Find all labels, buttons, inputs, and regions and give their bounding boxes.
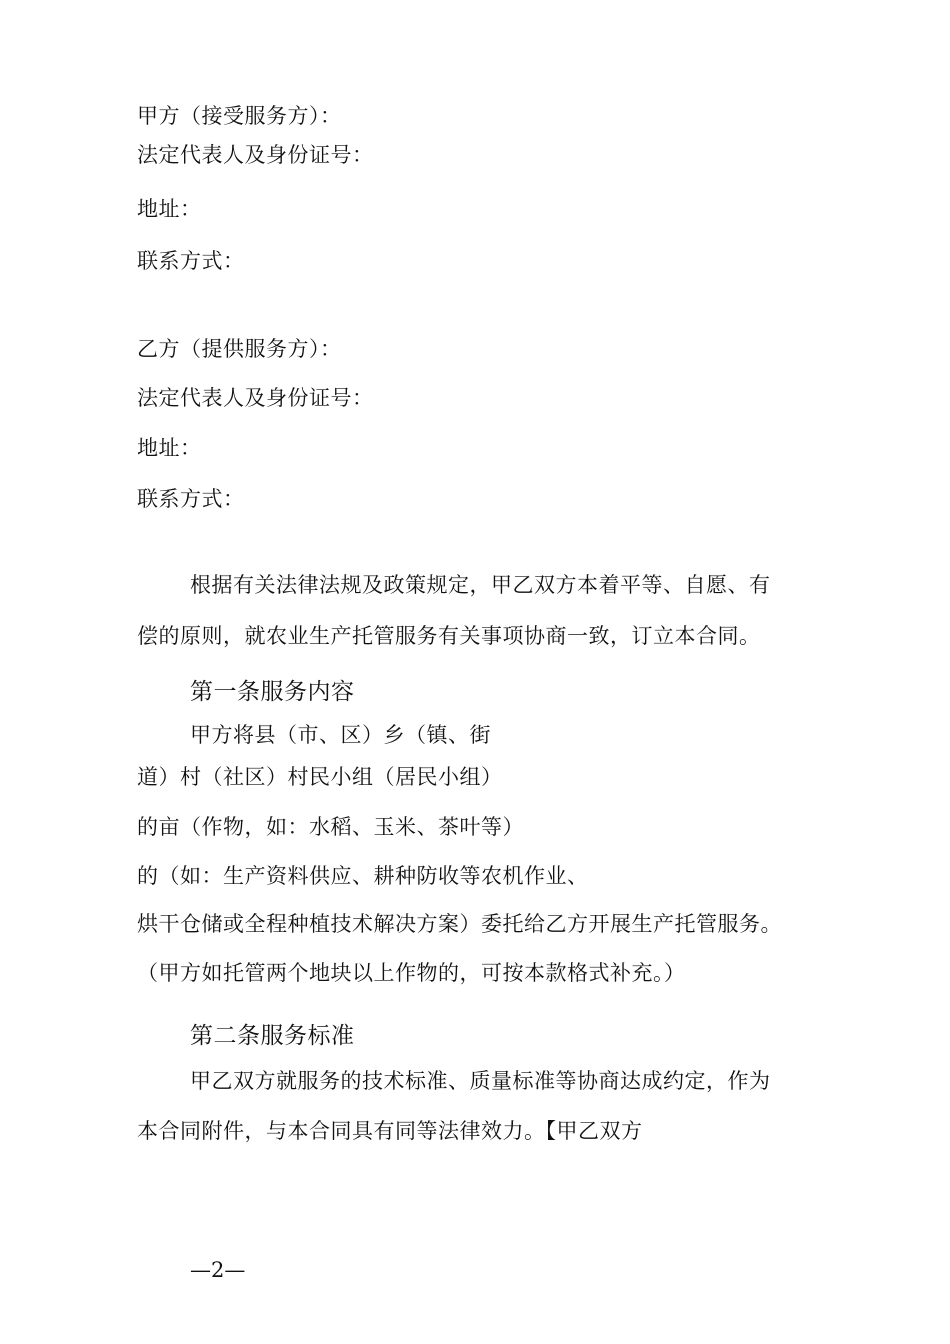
article-1-line: 烘干仓储或全程种植技术解决方案）委托给乙方开展生产托管服务。 (137, 912, 782, 936)
party-a-title: 甲方（接受服务方）： (137, 104, 342, 128)
article-2-heading: 第二条服务标准 (190, 1023, 355, 1049)
preamble-line: 根据有关法律法规及政策规定，甲乙双方本着平等、自愿、有 (190, 573, 771, 597)
article-1-line: 的（如：生产资料供应、耕种防收等农机作业、 (137, 864, 589, 888)
party-b-address: 地址： (137, 436, 202, 460)
page-number: —2— (190, 1258, 246, 1282)
article-2-line: 甲乙双方就服务的技术标准、质量标准等协商达成约定，作为 (190, 1069, 771, 1093)
article-1-line: （甲方如托管两个地块以上作物的，可按本款格式补充。） (137, 961, 686, 985)
party-a-contact: 联系方式： (137, 249, 245, 273)
article-1-line: 的亩（作物，如：水稻、玉米、茶叶等） (137, 815, 524, 839)
article-1-line: 甲方将县（市、区）乡（镇、街 (190, 723, 491, 747)
article-1-line: 道）村（社区）村民小组（居民小组） (137, 765, 503, 789)
party-b-contact: 联系方式： (137, 487, 245, 511)
party-a-address: 地址： (137, 197, 202, 221)
party-b-representative: 法定代表人及身份证号： (137, 386, 374, 410)
party-a-representative: 法定代表人及身份证号： (137, 143, 374, 167)
article-1-heading: 第一条服务内容 (190, 679, 355, 705)
article-2-line: 本合同附件，与本合同具有同等法律效力。【甲乙双方 (137, 1119, 643, 1143)
party-b-title: 乙方（提供服务方）： (137, 337, 342, 361)
preamble-line: 偿的原则，就农业生产托管服务有关事项协商一致，订立本合同。 (137, 624, 761, 648)
